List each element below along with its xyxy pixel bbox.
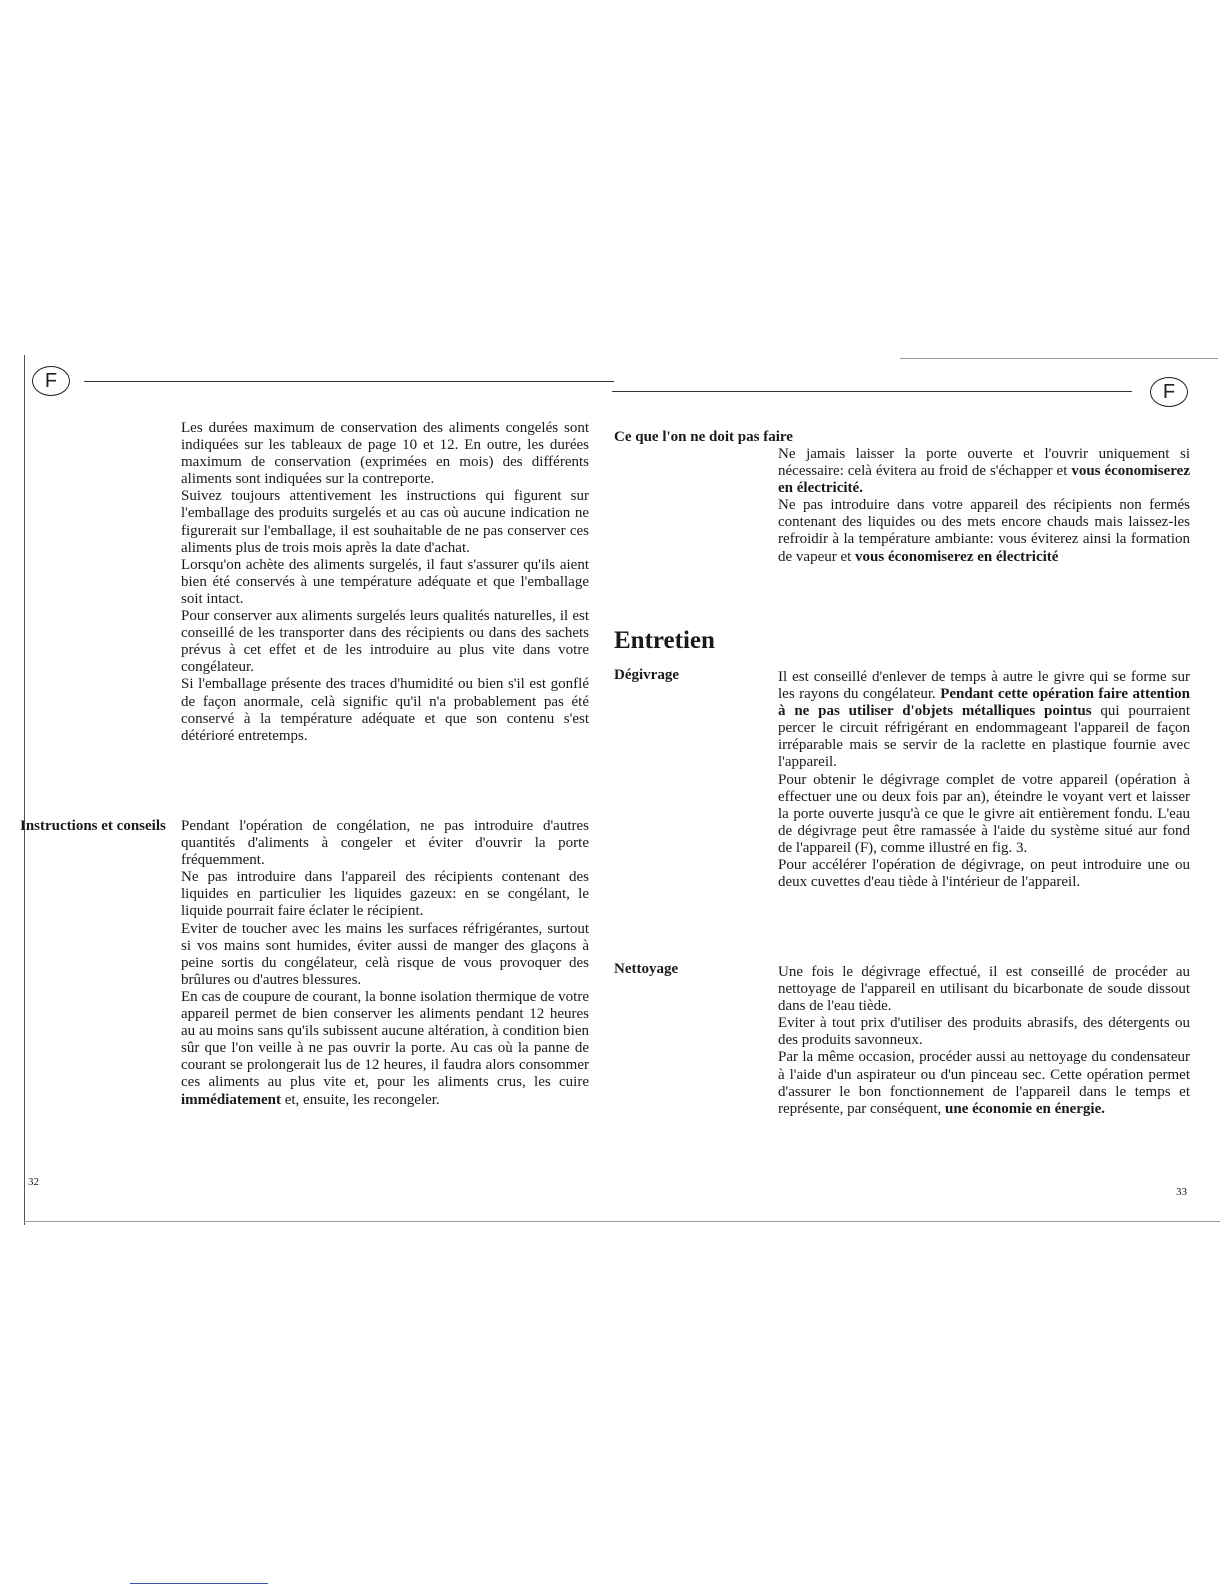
ne-pas-faire-paragraph-1	[778, 446, 1190, 497]
intro-paragraph-1: Les durées maximum de conservation des aliments congelés sont indiquées sur les tableaux de page 10 et 12. En outre, les durées maximum de conservation (exprimées en mois) des différents aliments sont indiquées sur la contreporte.	[181, 420, 589, 488]
left-intro-text	[181, 420, 589, 745]
degivrage-p1-text: Il est conseillé d'enlever de temps à autre le givre qui se forme sur les rayons du congélateur.	[778, 669, 1190, 703]
instructions-text	[181, 818, 589, 1109]
ne-pas-faire-p1-bold: vous économiserez en électricité.	[778, 463, 1190, 497]
degivrage-paragraph-3: Pour accélérer l'opération de dégivrage, on peut introduire une ou deux cuvettes d'eau tiède à l'intérieur de l'appareil.	[778, 857, 1190, 891]
intro-paragraph-3: Lorsqu'on achète des aliments surgelés, il faut s'assurer qu'ils aient bien été conservés à une température adéquate et que l'emballage soit intact.	[181, 556, 589, 607]
left-header-rule	[84, 381, 614, 382]
left-page-number: 32	[28, 1176, 39, 1188]
bottom-short-rule	[130, 1583, 268, 1584]
instructions-p4-end: et, ensuite, les recongeler.	[280, 1091, 440, 1108]
bottom-rule	[24, 1221, 1220, 1222]
instructions-paragraph-1: Pendant l'opération de congélation, ne pas introduire d'autres quantités d'aliments à congeler et éviter d'ouvrir la porte fréquemment.	[181, 818, 589, 869]
nettoyage-paragraph-1: Une fois le dégivrage effectué, il est conseillé de procéder au nettoyage de l'appareil en utilisant du bicarbonate de soude dissout dans de l'eau tiède.	[778, 964, 1190, 1015]
instructions-paragraph-3: Eviter de toucher avec les mains les surfaces réfrigérantes, surtout si vos mains sont humides, éviter aussi de manger des glaçons à peine sortis du congélateur, celà risque de vous provoquer des brûlures ou d'autres blessures.	[181, 920, 589, 988]
instructions-p4-bold: immédiatement	[181, 1091, 281, 1108]
degivrage-text	[778, 669, 1190, 891]
ne-pas-faire-p2-bold: vous économiserez en électricité	[855, 548, 1059, 565]
intro-paragraph-5: Si l'emballage présente des traces d'humidité ou bien s'il est gonflé de façon anormale, celà signific qu'il n'a probablement pas été conservé à la température adéquate et que son contenu s'est détérioré entretemps.	[181, 676, 589, 744]
ne-pas-faire-label: Ce que l'on ne doit pas faire	[614, 429, 793, 445]
instructions-label: Instructions et conseils	[20, 818, 166, 834]
degivrage-p1-bold: Pendant cette opération faire attention à ne pas utiliser d'objets métalliques pointus	[778, 686, 1190, 720]
right-page-number: 33	[1176, 1186, 1187, 1198]
top-right-rule	[900, 358, 1218, 359]
right-header-rule	[612, 391, 1132, 392]
nettoyage-p3-text: Par la même occasion, procéder aussi au nettoyage du condensateur à l'aide d'un aspirateur ou d'un pinceau sec. Cette opération permet d'assurer le bon fonctionnement de l'appareil dans le temps et représente, par conséquent,	[778, 1049, 1190, 1117]
entretien-heading: Entretien	[614, 627, 715, 654]
nettoyage-paragraph-2: Eviter à tout prix d'utiliser des produits abrasifs, des détergents ou des produits savonneux.	[778, 1015, 1190, 1049]
instructions-paragraph-4	[181, 989, 589, 1109]
degivrage-label: Dégivrage	[614, 667, 679, 683]
nettoyage-paragraph-3	[778, 1049, 1190, 1117]
ne-pas-faire-paragraph-2	[778, 497, 1190, 565]
language-marker-left: F	[32, 366, 70, 396]
degivrage-paragraph-1	[778, 669, 1190, 772]
nettoyage-p3-bold: une économie en énergie.	[945, 1100, 1105, 1117]
ne-pas-faire-p2-text: Ne pas introduire dans votre appareil des récipients non fermés contenant des liquides ou des mets encore chauds mais laissez-les refroidir à la température ambiante: vous éviterez ainsi la formation de vapeur et	[778, 497, 1190, 565]
degivrage-p1-end: qui pourraient percer le circuit réfrigérant en endommageant l'appareil de façon irréparable mais se servir de la raclette en plastique fournie avec l'appareil.	[778, 703, 1190, 771]
intro-paragraph-4: Pour conserver aux aliments surgelés leurs qualités naturelles, il est conseillé de les transporter dans des récipients ou dans des sachets prévus à cet effet et de les introduire au plus vite dans votre congélateur.	[181, 608, 589, 676]
left-margin-rule	[24, 355, 25, 1225]
nettoyage-text	[778, 964, 1190, 1118]
nettoyage-label: Nettoyage	[614, 961, 679, 977]
ne-pas-faire-p1-text: Ne jamais laisser la porte ouverte et l'ouvrir uniquement si nécessaire: celà évitera au froid de s'échapper et	[778, 446, 1190, 480]
instructions-p4-text: En cas de coupure de courant, la bonne isolation thermique de votre appareil permet de bien conserver les aliments pendant 12 heures au au moins sans qu'ils subissent aucune altération, à condition bien sûr que l'on veille à ne pas ouvrir la porte. Au cas où la panne de courant se prolongerait lus de 12 heures, il faudra alors consommer ces aliments au plus vite et, pour les aliments crus, les cuire	[181, 988, 589, 1091]
instructions-paragraph-2: Ne pas introduire dans l'appareil des récipients contenant des liquides en particulier les liquides gazeux: en se congélant, le liquide pourrait faire éclater le récipient.	[181, 869, 589, 920]
language-marker-right: F	[1150, 377, 1188, 407]
ne-pas-faire-text	[778, 446, 1190, 566]
degivrage-paragraph-2: Pour obtenir le dégivrage complet de votre appareil (opération à effectuer une ou deux fois par an), éteindre le voyant vert et laisser la porte ouverte jusqu'à ce que le givre ait entièrement fondu. L'eau de dégivrage peut être ramassée à l'aide du système situé aur fond de l'appareil (F), comme illustré en fig. 3.	[778, 771, 1190, 856]
intro-paragraph-2: Suivez toujours attentivement les instructions qui figurent sur l'emballage des produits surgelés et au cas où aucune indication ne figurerait sur l'emballage, il est souhaitable de ne pas conserver ces aliments plus de trois mois après la date d'achat.	[181, 488, 589, 556]
